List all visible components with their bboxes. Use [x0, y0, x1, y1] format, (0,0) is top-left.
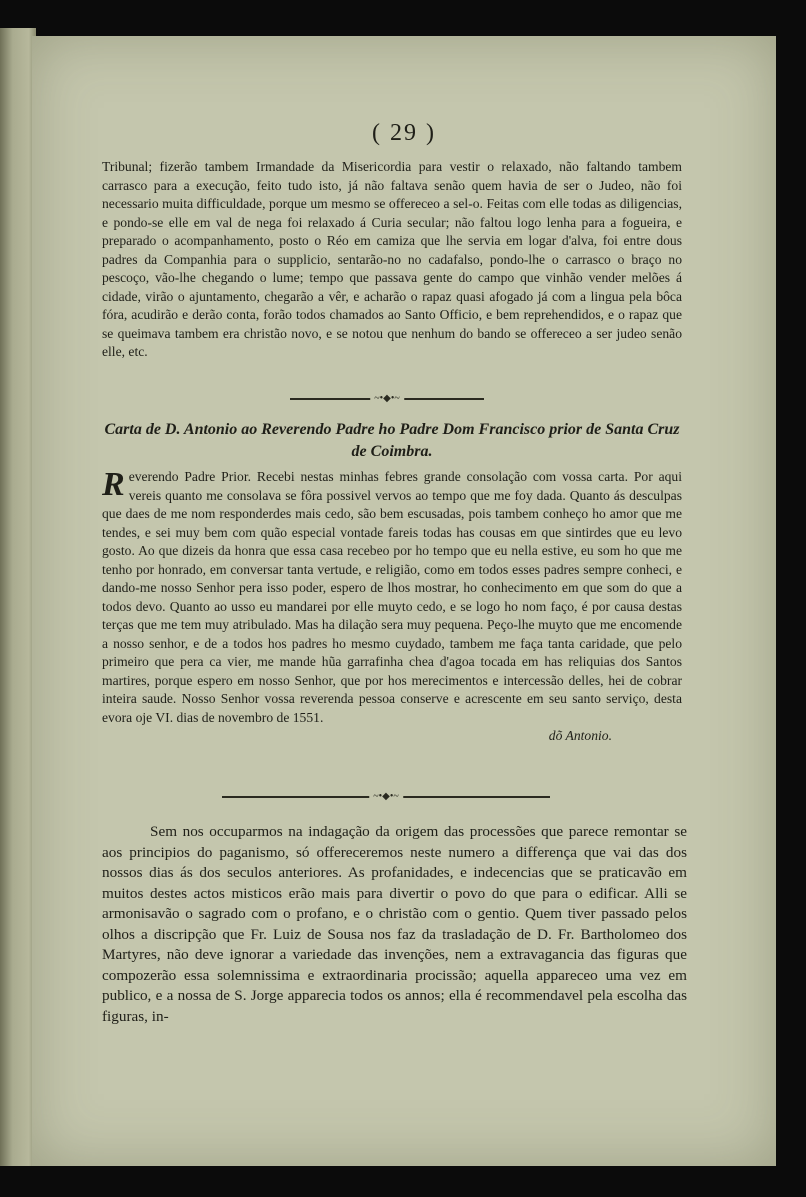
ornament-glyph: ~•◆•~: [370, 393, 404, 405]
letter-text: everendo Padre Prior. Recebi nestas minhas febres grande consolação com vossa carta. Por aqui vereis quanto me consolava se fôra possivel vervos ao tempo que me foy dada. Quanto ás desculpas que daes de me nom responderdes mais cedo, são bem escusadas, pois tambem conheço ho amor que me tendes, e sei muy bem com quão especial vontade fareis todas has cousas em que sintirdes que eu levo gosto. Ao que dizeis da honra que essa casa recebeo por ho tempo que eu nella estive, eu som ho que me tenho por honrado, em conversar tanta vertude, e religião, como em todos esses padres sempre conheci, e dando-me nosso Senhor pera isso poder, espero de lhos mostrar, ho conhecimento em que som do que a todos devo. Quanto ao usso eu mandarei por elle muyto cedo, e se logo ho nom faço, é por causa destas terças que me tem muy atribulado. Mas ha dilação sera muy pequena. Peço-lhe muyto que me encomende a nosso senhor, e de a todos hos padres ho mesmo cuydado, tambem me faça tanta caridade, que pelo primeiro que pera ca vier, me mande hũa garrafinha chea d'agoa tocada em has reliquias dos Santos martires, porque espero em nosso Senhor, que por hos merecimentos e intercessão delles, hei de cobrar inteira saude. Nosso Senhor vossa reverenda pessoa conserve e acrescente em seu santo serviço, desta evora oje VI. dias de novembro de 1551.: [102, 469, 682, 725]
ornament-glyph-2: ~•◆•~: [369, 791, 403, 803]
paragraph-1: Tribunal; fizerão tambem Irmandade da Misericordia para vestir o relaxado, não faltando tambem carrasco para a execução, feito tudo isto, já não faltava senão quem havia de ser o Judeo, não foi necessario muita difficuldade, porque um mesmo se offereceo a sel-o. Feitas com elle todas as diligencias, e pondo-se elle em val de nega foi relaxado á Curia secular; não faltou logo lenha para a fogueira, e preparado o acompanhamento, posto o Réo em camiza que lhe servia em logar d'alva, foi entre dous padres da Companhia para o supplicio, sentarão-no no cadafalso, pondo-lhe o carrasco o braço no pescoço, vão-lhe chegando o lume; tempo que passava gente do campo que vinhão vender melões á cidade, virão o ajuntamento, chegarão a vêr, e acharão o rapaz quasi afogado já com a lingua pela bôca fóra, acudirão e derão conta, forão todos chamados ao Santo Officio, e bem reprehendidos, e o rapaz que se queimava tambem era christão novo, e se notou que nenhum do bando se offereceo a ser judeo senão elle, etc.: [102, 159, 682, 359]
letter-signature: dõ Antonio.: [548, 728, 612, 743]
letter-title: Carta de D. Antonio ao Reverendo Padre ho Padre Dom Francisco prior de Santa Cruz de Coimbra.: [104, 421, 680, 460]
letter-body: [102, 468, 682, 746]
paragraph-3: Sem nos occuparmos na indagação da origem das processões que parece remontar se aos principios do paganismo, só offereceremos neste numero a differença que vai das dos nossos dias ás dos seculos anteriores. As profanidades, e indecencias que se praticavão em muitos destes actos misticos erão mais para divertir o povo do que para o edificar. Alli se armonisavão o sagrado com o profano, e o christão com o gentio. Quem tiver passado pelos olhos a discripção que Fr. Luiz de Sousa nos faz da trasladação de D. Fr. Bartholomeo dos Martyres, não deve ignorar a variedade das invenções, nem a extravagancia das figuras que compozerão essa solemnissima e extraordinaria procissão; aquella appareceo uma vez em publico, e a nossa de S. Jorge apparecia todos os annos; ella é recommendavel pela escolha das figuras, in-: [102, 823, 687, 1025]
drop-cap: R: [102, 466, 125, 503]
previous-page-edge: [0, 28, 36, 1166]
ornamental-rule-1: [290, 393, 484, 404]
page-number: ( 29 ): [372, 120, 436, 146]
ornamental-rule-2: [222, 791, 550, 802]
document-page: [32, 36, 776, 1166]
